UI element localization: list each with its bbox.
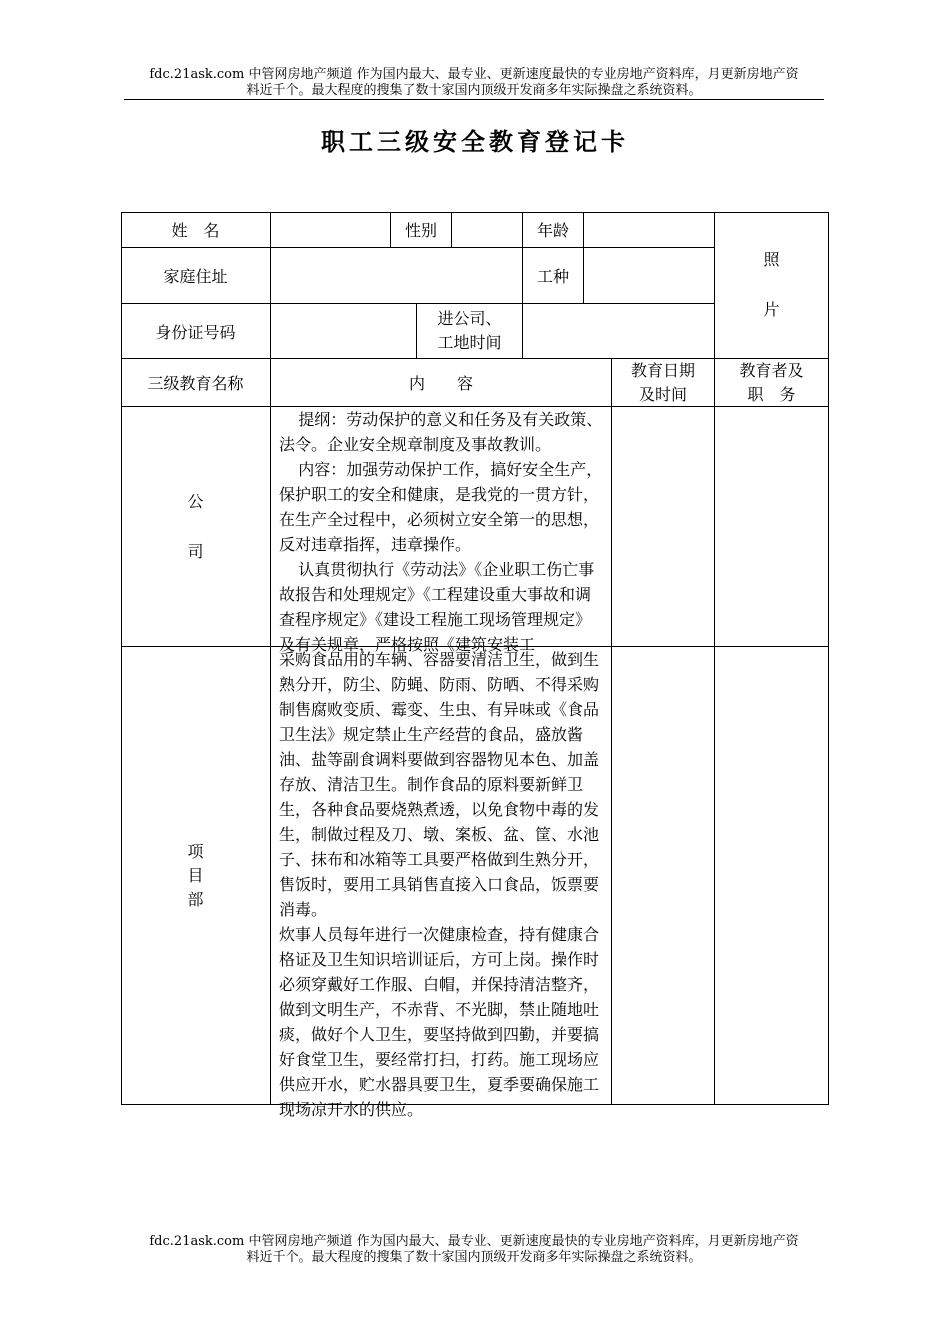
- company-label-1: 公: [187, 491, 204, 511]
- date-header-1: 教育日期: [630, 360, 695, 380]
- company-educator-field[interactable]: [715, 407, 829, 647]
- company-date-field[interactable]: [612, 407, 715, 647]
- photo-label-1: 照: [763, 250, 780, 269]
- project-paragraph-2: 炊事人员每年进行一次健康检查，持有健康合格证及卫生知识培训证后，方可上岗。操作时必须穿戴好工作服、白帽，并保持清洁整齐，做到文明生产，不赤背、不光脚，禁止随地吐痰，做好个人卫生，要坚持做到四勤，并要搞好食堂卫生，要经常打扫，打药。施工现场应供应开水，贮水器具要卫生，夏季要确保施工现场凉开水的供应。: [279, 925, 600, 1119]
- project-date-field[interactable]: [612, 647, 715, 1105]
- id-field[interactable]: [271, 304, 417, 359]
- educator-header: [715, 359, 829, 407]
- project-label-1: 项: [187, 841, 204, 861]
- job-label: 工种: [523, 248, 584, 304]
- age-field[interactable]: [584, 212, 715, 248]
- header-rule: [124, 99, 824, 100]
- entry-label-1: 进公司、: [437, 309, 502, 328]
- company-paragraph-3: 认真贯彻执行《劳动法》《企业职工伤亡事故报告和处理规定》《工程建设重大事故和调查程序规定》《建设工程施工现场管理规定》及有关规章，严格按照《建筑安装工: [279, 560, 595, 654]
- entry-time-field[interactable]: [523, 304, 715, 359]
- content-header: 内 容: [271, 359, 612, 407]
- level-name-header: 三级教育名称: [121, 359, 271, 407]
- company-paragraph-1: 提纲：劳动保护的意义和任务及有关政策、法令。企业安全规章制度及事故教训。: [279, 410, 603, 454]
- project-content: [271, 647, 612, 1119]
- photo-label-2: 片: [763, 300, 780, 319]
- educator-header-2: 职 务: [747, 384, 796, 404]
- entry-label-2: 工地时间: [437, 333, 502, 352]
- footer-line-1: fdc.21ask.com 中管网房地产频道 作为国内最大、最专业、更新速度最快的专业房地产资料库，月更新房地产资: [149, 1234, 799, 1249]
- company-paragraph-2: 内容：加强劳动保护工作，搞好安全生产，保护职工的安全和健康，是我党的一贯方针，在生产全过程中，必须树立安全第一的思想，反对违章指挥，违章操作。: [279, 460, 603, 554]
- age-label: 年龄: [523, 212, 584, 248]
- gender-field[interactable]: [452, 212, 523, 248]
- name-field[interactable]: [271, 212, 391, 248]
- project-label-3: 部: [187, 889, 204, 909]
- project-educator-field[interactable]: [715, 647, 829, 1105]
- educator-header-1: 教育者及: [739, 360, 804, 380]
- company-level-label: [121, 407, 271, 647]
- company-content: [271, 407, 612, 654]
- project-level-label: [121, 647, 271, 1105]
- page-header: [124, 67, 824, 99]
- project-label-2: 目: [187, 865, 204, 885]
- header-line-1: fdc.21ask.com 中管网房地产频道 作为国内最大、最专业、更新速度最快的专业房地产资料库，月更新房地产资: [149, 67, 799, 82]
- document-title: 职工三级安全教育登记卡: [321, 127, 629, 156]
- registration-table: [121, 212, 829, 1119]
- name-label: 姓 名: [121, 212, 271, 248]
- page-footer: [124, 1234, 824, 1266]
- project-paragraph-1: 采购食品用的车辆、容器要清洁卫生，做到生熟分开，防尘、防蝇、防雨、防晒、不得采购制售腐败变质、霉变、生虫、有异味或《食品卫生法》规定禁止生产经营的食品，盛放酱油、盐等副食调料要做到容器物见本色、加盖存放、清洁卫生。制作食品的原料要新鲜卫生，各种食品要烧熟煮透，以免食物中毒的发生，制做过程及刀、墩、案板、盆、筐、水池子、抹布和冰箱等工具要严格做到生熟分开，售饭时，要用工具销售直接入口食品，饭票要消毒。: [279, 650, 600, 919]
- date-header: [612, 359, 715, 407]
- photo-box: [715, 212, 829, 359]
- footer-line-2: 料近千个。最大程度的搜集了数十家国内顶级开发商多年实际操盘之系统资料。: [246, 1250, 702, 1265]
- address-field[interactable]: [271, 248, 523, 304]
- job-field[interactable]: [584, 248, 715, 304]
- address-label: 家庭住址: [121, 248, 271, 304]
- gender-label: 性别: [391, 212, 452, 248]
- id-label: 身份证号码: [121, 304, 271, 359]
- entry-time-label: [417, 304, 523, 359]
- company-label-2: 司: [187, 541, 204, 561]
- date-header-2: 及时间: [638, 384, 687, 404]
- header-line-2: 料近千个。最大程度的搜集了数十家国内顶级开发商多年实际操盘之系统资料。: [246, 83, 702, 98]
